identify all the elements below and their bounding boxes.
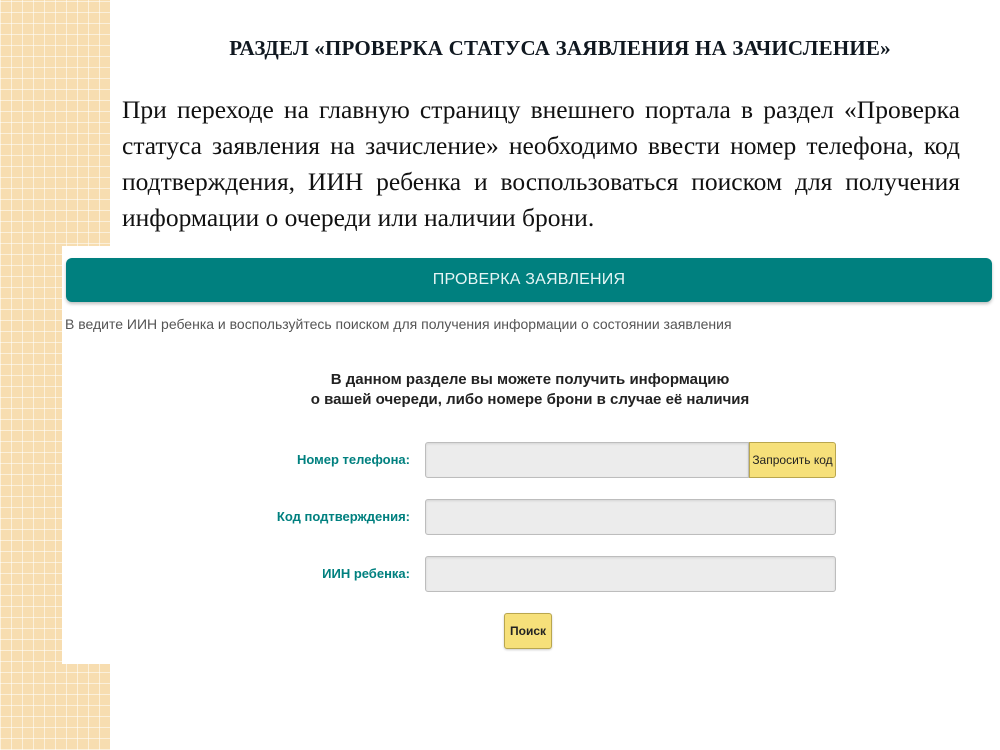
request-code-button[interactable]: Запросить код (749, 442, 836, 478)
iin-label: ИИН ребенка: (322, 566, 410, 581)
phone-label: Номер телефона: (296, 452, 410, 467)
search-button[interactable]: Поиск (504, 613, 552, 649)
portal-header: ПРОВЕРКА ЗАЯВЛЕНИЯ (66, 258, 992, 302)
child-iin-input[interactable] (425, 556, 836, 592)
instruction-text: В ведите ИИН ребенка и воспользуйтесь поиском для получения информации о состоянии заявления (65, 316, 732, 332)
code-label: Код подтверждения: (276, 509, 410, 524)
info-line-2: о вашей очереди, либо номере брони в случае её наличия (310, 391, 750, 408)
info-line-1: В данном разделе вы можете получить информацию (330, 371, 730, 388)
confirmation-code-input[interactable] (425, 499, 836, 535)
slide-title: РАЗДЕЛ «ПРОВЕРКА СТАТУСА ЗАЯВЛЕНИЯ НА ЗАЧИСЛЕНИЕ» (229, 36, 891, 60)
phone-input[interactable] (425, 442, 749, 478)
info-text (62, 370, 998, 410)
portal-screenshot (62, 246, 998, 664)
slide-intro-text: При переходе на главную страницу внешнего портала в раздел «Проверка статуса заявления на зачисление» необходимо ввести номер телефона, код подтверждения, ИИН ребенка и воспользоваться поиском для получения информации о очереди или наличии брони. (122, 95, 960, 232)
